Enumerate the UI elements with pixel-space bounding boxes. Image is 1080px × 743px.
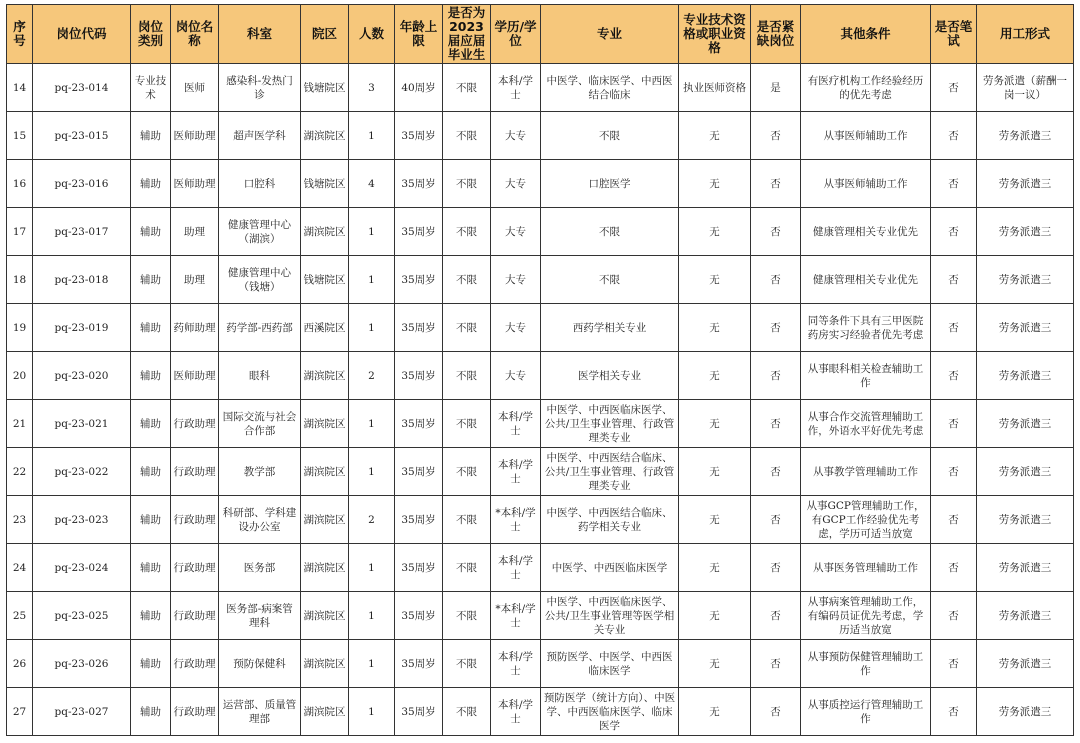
major-cell: 不限: [541, 256, 679, 304]
age-limit-cell: 35周岁: [395, 352, 443, 400]
employment-form-cell: 劳务派遣三: [977, 496, 1074, 544]
employment-form-cell: 劳务派遣三: [977, 352, 1074, 400]
post-name-cell: 行政助理: [171, 688, 219, 736]
post-name-cell: 医师: [171, 64, 219, 112]
employment-form-cell: 劳务派遣三: [977, 688, 1074, 736]
table-row: [7, 496, 1074, 544]
column-header: 专业技术资格或职业资格: [679, 5, 751, 64]
post-code-cell: pq-23-026: [33, 640, 131, 688]
age-limit-cell: 35周岁: [395, 544, 443, 592]
age-limit-cell: 35周岁: [395, 400, 443, 448]
shortage-post-cell: 否: [751, 592, 801, 640]
major-cell: 预防医学（统计方向）、中医学、中西医临床医学、临床医学: [541, 688, 679, 736]
headcount-cell: 2: [349, 352, 395, 400]
written-exam-cell: 否: [931, 400, 977, 448]
campus-cell: 湖滨院区: [301, 208, 349, 256]
education-cell: 本科/学士: [491, 64, 541, 112]
column-header: 是否紧缺岗位: [751, 5, 801, 64]
post-category-cell: 专业技术: [131, 64, 171, 112]
shortage-post-cell: 否: [751, 304, 801, 352]
column-header: 人数: [349, 5, 395, 64]
seq-cell: 19: [7, 304, 33, 352]
column-header: 岗位代码: [33, 5, 131, 64]
post-code-cell: pq-23-020: [33, 352, 131, 400]
headcount-cell: 1: [349, 640, 395, 688]
graduate-2023-cell: 不限: [443, 304, 491, 352]
education-cell: 本科/学士: [491, 688, 541, 736]
column-header: 年龄上限: [395, 5, 443, 64]
post-code-cell: pq-23-024: [33, 544, 131, 592]
table-row: [7, 688, 1074, 736]
written-exam-cell: 否: [931, 304, 977, 352]
post-name-cell: 医师助理: [171, 112, 219, 160]
other-conditions-cell: 从事医师辅助工作: [801, 160, 931, 208]
post-code-cell: pq-23-016: [33, 160, 131, 208]
major-cell: 口腔医学: [541, 160, 679, 208]
shortage-post-cell: 否: [751, 256, 801, 304]
education-cell: 大专: [491, 352, 541, 400]
department-cell: 医务部: [219, 544, 301, 592]
qualification-cell: 无: [679, 112, 751, 160]
department-cell: 运营部、质量管理部: [219, 688, 301, 736]
qualification-cell: 无: [679, 400, 751, 448]
shortage-post-cell: 否: [751, 352, 801, 400]
table-row: [7, 304, 1074, 352]
age-limit-cell: 35周岁: [395, 640, 443, 688]
campus-cell: 湖滨院区: [301, 400, 349, 448]
department-cell: 科研部、学科建设办公室: [219, 496, 301, 544]
campus-cell: 湖滨院区: [301, 688, 349, 736]
table-row: [7, 592, 1074, 640]
campus-cell: 湖滨院区: [301, 352, 349, 400]
post-name-cell: 助理: [171, 256, 219, 304]
other-conditions-cell: 从事GCP管理辅助工作，有GCP工作经验优先考虑，学历可适当放宽: [801, 496, 931, 544]
employment-form-cell: 劳务派遣三: [977, 304, 1074, 352]
campus-cell: 湖滨院区: [301, 640, 349, 688]
headcount-cell: 1: [349, 544, 395, 592]
post-name-cell: 助理: [171, 208, 219, 256]
table-row: [7, 352, 1074, 400]
written-exam-cell: 否: [931, 640, 977, 688]
qualification-cell: 无: [679, 304, 751, 352]
table-row: [7, 400, 1074, 448]
other-conditions-cell: 从事合作交流管理辅助工作，外语水平好优先考虑: [801, 400, 931, 448]
post-category-cell: 辅助: [131, 640, 171, 688]
education-cell: 大专: [491, 256, 541, 304]
qualification-cell: 无: [679, 496, 751, 544]
post-name-cell: 医师助理: [171, 352, 219, 400]
department-cell: 药学部-西药部: [219, 304, 301, 352]
seq-cell: 17: [7, 208, 33, 256]
seq-cell: 25: [7, 592, 33, 640]
written-exam-cell: 否: [931, 688, 977, 736]
department-cell: 教学部: [219, 448, 301, 496]
major-cell: 中医学、临床医学、中西医结合临床: [541, 64, 679, 112]
education-cell: *本科/学士: [491, 496, 541, 544]
post-name-cell: 行政助理: [171, 640, 219, 688]
written-exam-cell: 否: [931, 352, 977, 400]
table-body: [7, 64, 1074, 736]
qualification-cell: 无: [679, 160, 751, 208]
column-header: 序号: [7, 5, 33, 64]
seq-cell: 24: [7, 544, 33, 592]
graduate-2023-cell: 不限: [443, 112, 491, 160]
graduate-2023-cell: 不限: [443, 640, 491, 688]
other-conditions-cell: 从事医师辅助工作: [801, 112, 931, 160]
table-row: [7, 544, 1074, 592]
headcount-cell: 1: [349, 112, 395, 160]
major-cell: 医学相关专业: [541, 352, 679, 400]
post-name-cell: 药师助理: [171, 304, 219, 352]
employment-form-cell: 劳务派遣（薪酬一岗一议）: [977, 64, 1074, 112]
employment-form-cell: 劳务派遣三: [977, 592, 1074, 640]
education-cell: 本科/学士: [491, 400, 541, 448]
headcount-cell: 1: [349, 256, 395, 304]
other-conditions-cell: 健康管理相关专业优先: [801, 208, 931, 256]
employment-form-cell: 劳务派遣三: [977, 544, 1074, 592]
shortage-post-cell: 否: [751, 640, 801, 688]
seq-cell: 20: [7, 352, 33, 400]
campus-cell: 湖滨院区: [301, 448, 349, 496]
seq-cell: 21: [7, 400, 33, 448]
headcount-cell: 1: [349, 448, 395, 496]
recruitment-table: [6, 4, 1074, 736]
post-code-cell: pq-23-021: [33, 400, 131, 448]
employment-form-cell: 劳务派遣三: [977, 256, 1074, 304]
employment-form-cell: 劳务派遣三: [977, 400, 1074, 448]
post-name-cell: 行政助理: [171, 592, 219, 640]
graduate-2023-cell: 不限: [443, 208, 491, 256]
major-cell: 中医学、中西医临床医学、公共/卫生事业管理、行政管理类专业: [541, 400, 679, 448]
table-header-row: [7, 5, 1074, 64]
post-category-cell: 辅助: [131, 448, 171, 496]
employment-form-cell: 劳务派遣三: [977, 208, 1074, 256]
shortage-post-cell: 否: [751, 112, 801, 160]
post-name-cell: 行政助理: [171, 496, 219, 544]
major-cell: 预防医学、中医学、中西医临床医学: [541, 640, 679, 688]
age-limit-cell: 35周岁: [395, 208, 443, 256]
column-header: 用工形式: [977, 5, 1074, 64]
post-category-cell: 辅助: [131, 592, 171, 640]
qualification-cell: 无: [679, 448, 751, 496]
post-category-cell: 辅助: [131, 400, 171, 448]
table-row: [7, 208, 1074, 256]
written-exam-cell: 否: [931, 160, 977, 208]
seq-cell: 26: [7, 640, 33, 688]
department-cell: 眼科: [219, 352, 301, 400]
column-header: 岗位名称: [171, 5, 219, 64]
seq-cell: 14: [7, 64, 33, 112]
qualification-cell: 无: [679, 256, 751, 304]
table-row: [7, 640, 1074, 688]
seq-cell: 16: [7, 160, 33, 208]
column-header: 专业: [541, 5, 679, 64]
other-conditions-cell: 从事医务管理辅助工作: [801, 544, 931, 592]
department-cell: 健康管理中心（钱塘）: [219, 256, 301, 304]
headcount-cell: 1: [349, 592, 395, 640]
major-cell: 中医学、中西医结合临床、药学相关专业: [541, 496, 679, 544]
table-row: [7, 256, 1074, 304]
column-header: 是否笔试: [931, 5, 977, 64]
headcount-cell: 4: [349, 160, 395, 208]
other-conditions-cell: 有医疗机构工作经验经历的优先考虑: [801, 64, 931, 112]
post-code-cell: pq-23-014: [33, 64, 131, 112]
post-code-cell: pq-23-027: [33, 688, 131, 736]
department-cell: 口腔科: [219, 160, 301, 208]
table-row: [7, 160, 1074, 208]
post-code-cell: pq-23-015: [33, 112, 131, 160]
education-cell: 大专: [491, 208, 541, 256]
education-cell: 大专: [491, 160, 541, 208]
post-name-cell: 行政助理: [171, 448, 219, 496]
column-header: 岗位类别: [131, 5, 171, 64]
graduate-2023-cell: 不限: [443, 544, 491, 592]
qualification-cell: 无: [679, 592, 751, 640]
headcount-cell: 2: [349, 496, 395, 544]
written-exam-cell: 否: [931, 208, 977, 256]
campus-cell: 钱塘院区: [301, 64, 349, 112]
written-exam-cell: 否: [931, 448, 977, 496]
headcount-cell: 1: [349, 208, 395, 256]
graduate-2023-cell: 不限: [443, 64, 491, 112]
post-code-cell: pq-23-025: [33, 592, 131, 640]
major-cell: 西药学相关专业: [541, 304, 679, 352]
headcount-cell: 1: [349, 400, 395, 448]
post-code-cell: pq-23-019: [33, 304, 131, 352]
graduate-2023-cell: 不限: [443, 352, 491, 400]
education-cell: *本科/学士: [491, 592, 541, 640]
column-header: 学历/学位: [491, 5, 541, 64]
post-category-cell: 辅助: [131, 112, 171, 160]
qualification-cell: 无: [679, 352, 751, 400]
other-conditions-cell: 从事眼科相关检查辅助工作: [801, 352, 931, 400]
age-limit-cell: 35周岁: [395, 304, 443, 352]
shortage-post-cell: 否: [751, 544, 801, 592]
major-cell: 中医学、中西医临床医学、公共/卫生事业管理等医学相关专业: [541, 592, 679, 640]
age-limit-cell: 35周岁: [395, 496, 443, 544]
written-exam-cell: 否: [931, 544, 977, 592]
shortage-post-cell: 是: [751, 64, 801, 112]
other-conditions-cell: 同等条件下具有三甲医院药房实习经验者优先考虑: [801, 304, 931, 352]
education-cell: 本科/学士: [491, 544, 541, 592]
column-header: 院区: [301, 5, 349, 64]
table-row: [7, 64, 1074, 112]
qualification-cell: 无: [679, 208, 751, 256]
employment-form-cell: 劳务派遣三: [977, 640, 1074, 688]
seq-cell: 23: [7, 496, 33, 544]
major-cell: 不限: [541, 208, 679, 256]
column-header: 其他条件: [801, 5, 931, 64]
graduate-2023-cell: 不限: [443, 688, 491, 736]
seq-cell: 18: [7, 256, 33, 304]
post-category-cell: 辅助: [131, 688, 171, 736]
campus-cell: 西溪院区: [301, 304, 349, 352]
post-category-cell: 辅助: [131, 352, 171, 400]
department-cell: 国际交流与社会合作部: [219, 400, 301, 448]
education-cell: 本科/学士: [491, 640, 541, 688]
post-code-cell: pq-23-022: [33, 448, 131, 496]
other-conditions-cell: 从事病案管理辅助工作，有编码员证优先考虑，学历适当放宽: [801, 592, 931, 640]
other-conditions-cell: 健康管理相关专业优先: [801, 256, 931, 304]
shortage-post-cell: 否: [751, 448, 801, 496]
major-cell: 中医学、中西医临床医学: [541, 544, 679, 592]
written-exam-cell: 否: [931, 496, 977, 544]
shortage-post-cell: 否: [751, 688, 801, 736]
headcount-cell: 3: [349, 64, 395, 112]
qualification-cell: 执业医师资格: [679, 64, 751, 112]
age-limit-cell: 35周岁: [395, 592, 443, 640]
post-category-cell: 辅助: [131, 544, 171, 592]
department-cell: 预防保健科: [219, 640, 301, 688]
education-cell: 本科/学士: [491, 448, 541, 496]
department-cell: 感染科-发热门诊: [219, 64, 301, 112]
post-category-cell: 辅助: [131, 160, 171, 208]
employment-form-cell: 劳务派遣三: [977, 112, 1074, 160]
post-category-cell: 辅助: [131, 304, 171, 352]
seq-cell: 22: [7, 448, 33, 496]
graduate-2023-cell: 不限: [443, 400, 491, 448]
other-conditions-cell: 从事预防保健管理辅助工作: [801, 640, 931, 688]
education-cell: 大专: [491, 112, 541, 160]
shortage-post-cell: 否: [751, 496, 801, 544]
graduate-2023-cell: 不限: [443, 160, 491, 208]
qualification-cell: 无: [679, 544, 751, 592]
age-limit-cell: 35周岁: [395, 688, 443, 736]
written-exam-cell: 否: [931, 256, 977, 304]
post-category-cell: 辅助: [131, 256, 171, 304]
post-name-cell: 行政助理: [171, 400, 219, 448]
campus-cell: 湖滨院区: [301, 112, 349, 160]
seq-cell: 15: [7, 112, 33, 160]
campus-cell: 钱塘院区: [301, 160, 349, 208]
post-code-cell: pq-23-023: [33, 496, 131, 544]
post-name-cell: 行政助理: [171, 544, 219, 592]
campus-cell: 钱塘院区: [301, 256, 349, 304]
graduate-2023-cell: 不限: [443, 256, 491, 304]
education-cell: 大专: [491, 304, 541, 352]
department-cell: 超声医学科: [219, 112, 301, 160]
shortage-post-cell: 否: [751, 400, 801, 448]
table-row: [7, 112, 1074, 160]
age-limit-cell: 35周岁: [395, 256, 443, 304]
age-limit-cell: 40周岁: [395, 64, 443, 112]
qualification-cell: 无: [679, 688, 751, 736]
campus-cell: 湖滨院区: [301, 544, 349, 592]
recruitment-table-sheet: [6, 4, 1074, 736]
written-exam-cell: 否: [931, 64, 977, 112]
shortage-post-cell: 否: [751, 160, 801, 208]
headcount-cell: 1: [349, 688, 395, 736]
post-code-cell: pq-23-018: [33, 256, 131, 304]
other-conditions-cell: 从事教学管理辅助工作: [801, 448, 931, 496]
post-category-cell: 辅助: [131, 208, 171, 256]
age-limit-cell: 35周岁: [395, 160, 443, 208]
shortage-post-cell: 否: [751, 208, 801, 256]
column-header: 科室: [219, 5, 301, 64]
post-category-cell: 辅助: [131, 496, 171, 544]
employment-form-cell: 劳务派遣三: [977, 160, 1074, 208]
department-cell: 医务部-病案管理科: [219, 592, 301, 640]
age-limit-cell: 35周岁: [395, 112, 443, 160]
graduate-2023-cell: 不限: [443, 448, 491, 496]
department-cell: 健康管理中心（湖滨）: [219, 208, 301, 256]
post-code-cell: pq-23-017: [33, 208, 131, 256]
major-cell: 不限: [541, 112, 679, 160]
campus-cell: 湖滨院区: [301, 592, 349, 640]
campus-cell: 湖滨院区: [301, 496, 349, 544]
column-header: 是否为2023届应届毕业生: [443, 5, 491, 64]
written-exam-cell: 否: [931, 592, 977, 640]
table-row: [7, 448, 1074, 496]
major-cell: 中医学、中西医结合临床、公共/卫生事业管理、行政管理类专业: [541, 448, 679, 496]
seq-cell: 27: [7, 688, 33, 736]
employment-form-cell: 劳务派遣三: [977, 448, 1074, 496]
age-limit-cell: 35周岁: [395, 448, 443, 496]
post-name-cell: 医师助理: [171, 160, 219, 208]
other-conditions-cell: 从事质控运行管理辅助工作: [801, 688, 931, 736]
graduate-2023-cell: 不限: [443, 496, 491, 544]
written-exam-cell: 否: [931, 112, 977, 160]
qualification-cell: 无: [679, 640, 751, 688]
headcount-cell: 1: [349, 304, 395, 352]
graduate-2023-cell: 不限: [443, 592, 491, 640]
